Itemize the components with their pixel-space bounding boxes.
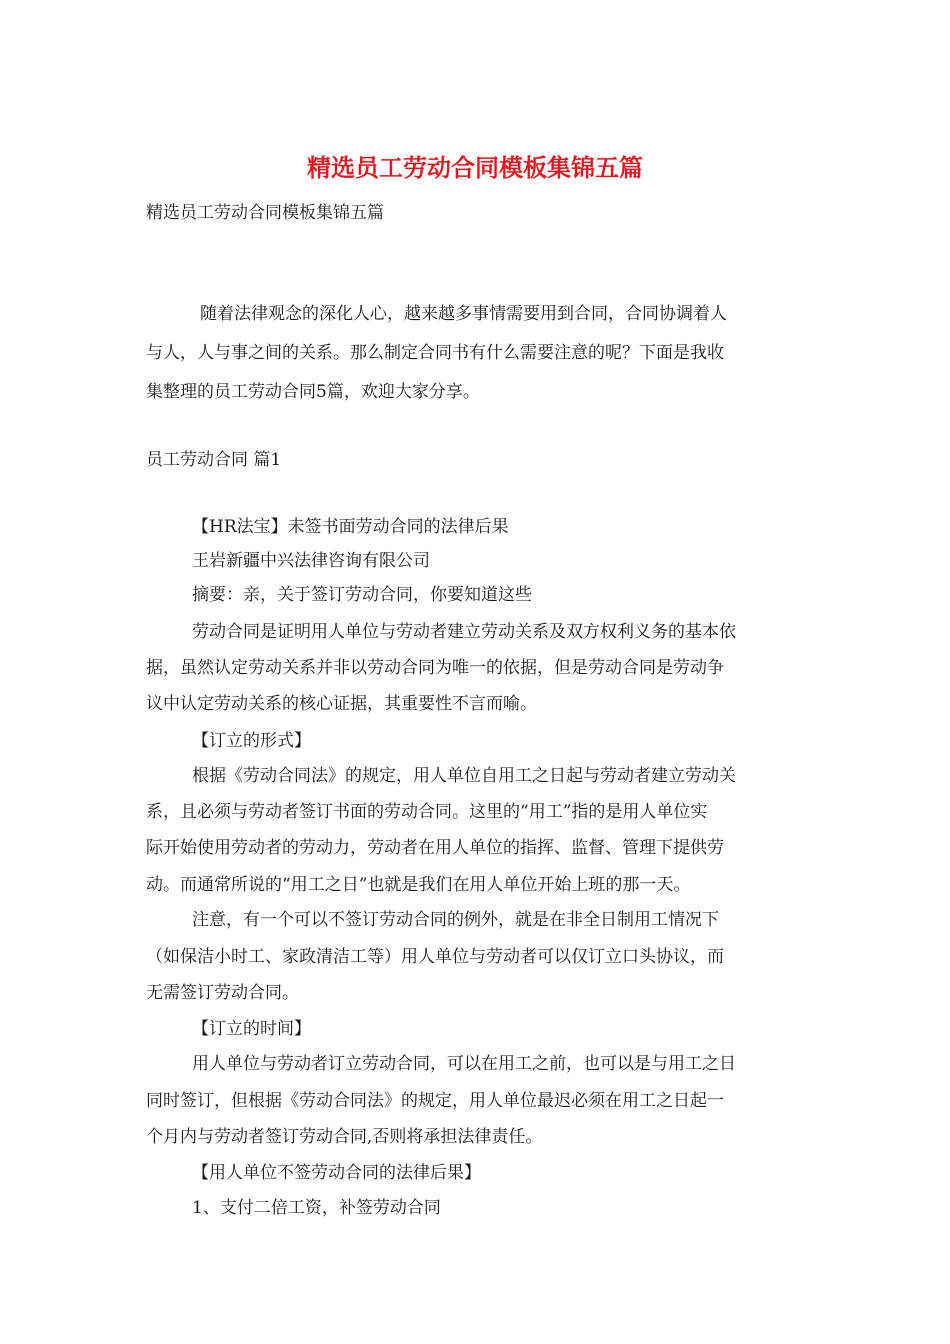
paragraph-3-line-3: 无需签订劳动合同。 <box>146 983 299 1003</box>
document-subtitle: 精选员工劳动合同模板集锦五篇 <box>146 203 384 223</box>
article-abstract: 摘要：亲，关于签订劳动合同，你要知道这些 <box>192 585 532 605</box>
paragraph-4-line-1: 用人单位与劳动者订立劳动合同，可以在用工之前，也可以是与用工之日 <box>192 1054 736 1074</box>
paragraph-2-line-2: 系，且必须与劳动者签订书面的劳动合同。这里的“用工”指的是用人单位实 <box>146 802 708 822</box>
heading-time: 【订立的时间】 <box>192 1019 311 1039</box>
paragraph-1-line-1: 劳动合同是证明用人单位与劳动者建立劳动关系及双方权利义务的基本依 <box>192 622 736 642</box>
heading-form: 【订立的形式】 <box>192 731 311 751</box>
paragraph-1-line-2: 据，虽然认定劳动关系并非以劳动合同为唯一的依据，但是劳动合同是劳动争 <box>146 658 724 678</box>
paragraph-1-line-3: 议中认定劳动关系的核心证据，其重要性不言而喻。 <box>146 694 537 714</box>
list-item-1: 1、支付二倍工资，补签劳动合同 <box>192 1198 441 1218</box>
paragraph-4-line-2: 同时签订，但根据《劳动合同法》的规定，用人单位最迟必须在用工之日起一 <box>146 1091 724 1111</box>
intro-line-1: 随着法律观念的深化人心，越来越多事情需要用到合同，合同协调着人 <box>200 304 727 324</box>
paragraph-3-line-2: （如保洁小时工、家政清洁工等）用人单位与劳动者可以仅订立口头协议，而 <box>146 947 724 967</box>
article-heading: 【HR法宝】未签书面劳动合同的法律后果 <box>192 517 509 537</box>
paragraph-2-line-4: 动。而通常所说的“用工之日”也就是我们在用人单位开始上班的那一天。 <box>146 875 691 895</box>
paragraph-2-line-1: 根据《劳动合同法》的规定，用人单位自用工之日起与劳动者建立劳动关 <box>192 766 736 786</box>
article-author: 王岩新疆中兴法律咨询有限公司 <box>192 551 430 571</box>
paragraph-2-line-3: 际开始使用劳动者的劳动力，劳动者在用人单位的指挥、监督、管理下提供劳 <box>146 838 724 858</box>
document-title: 精选员工劳动合同模板集锦五篇 <box>307 153 643 182</box>
intro-line-3: 集整理的员工劳动合同5篇，欢迎大家分享。 <box>146 382 480 402</box>
paragraph-3-line-1: 注意，有一个可以不签订劳动合同的例外，就是在非全日制用工情况下 <box>192 910 719 930</box>
heading-consequence: 【用人单位不签劳动合同的法律后果】 <box>192 1163 481 1183</box>
intro-line-2: 与人，人与事之间的关系。那么制定合同书有什么需要注意的呢？下面是我收 <box>146 343 724 363</box>
paragraph-4-line-3: 个月内与劳动者签订劳动合同,否则将承担法律责任。 <box>146 1127 543 1147</box>
section-heading: 员工劳动合同 篇1 <box>146 450 282 470</box>
